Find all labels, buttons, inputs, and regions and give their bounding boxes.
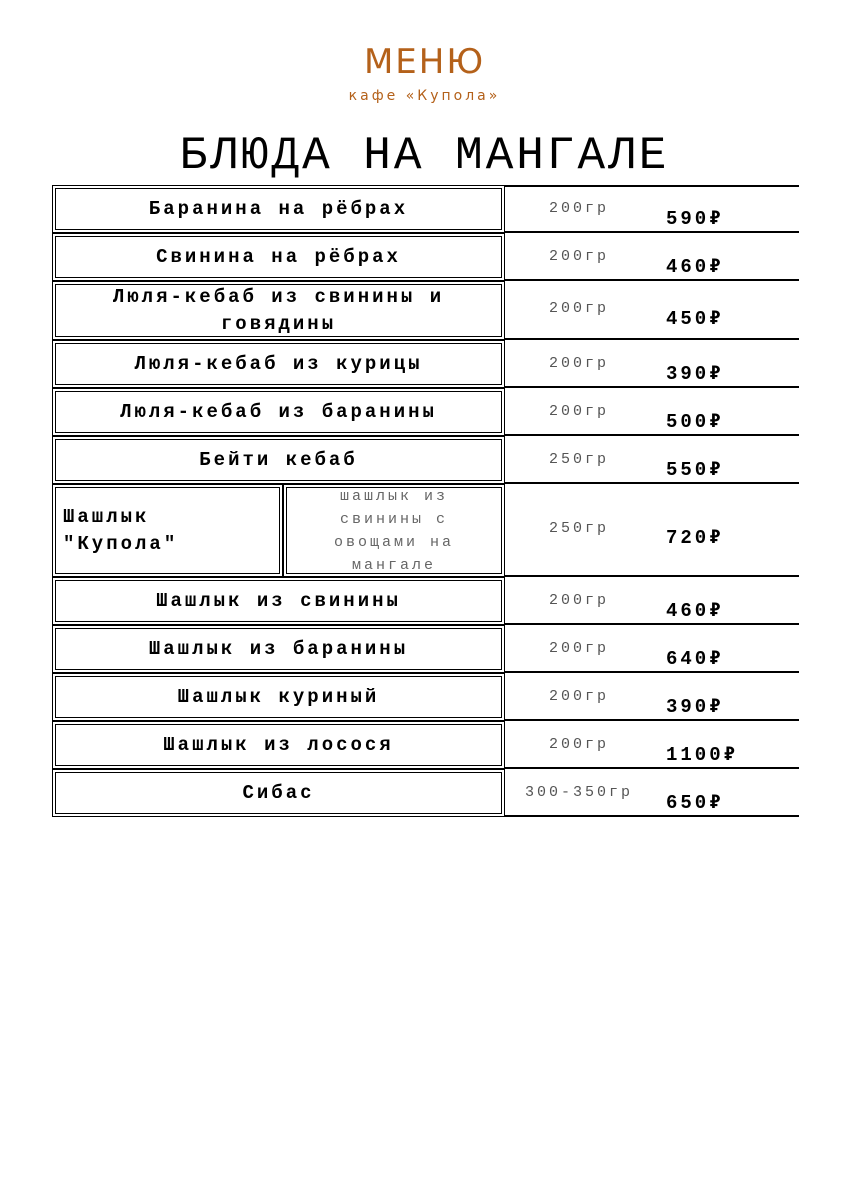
menu-item-row (52, 625, 799, 673)
dish-weight: 250гр (548, 451, 609, 468)
dish-name: Люля-кебаб из баранины (52, 388, 505, 436)
dish-price: 1100₽ (666, 744, 739, 766)
dish-weight: 200гр (548, 300, 609, 317)
menu-item-row (52, 721, 799, 769)
dish-name: Шашлык куриный (52, 673, 505, 721)
section-title: БЛЮДА НА МАНГАЛЕ (179, 130, 670, 182)
dish-weight: 200гр (548, 592, 609, 609)
dish-price: 640₽ (666, 648, 724, 670)
dish-price: 390₽ (666, 696, 724, 718)
dish-name: Люля-кебаб из курицы (52, 340, 505, 388)
dish-weight: 200гр (548, 736, 609, 753)
dish-name: Шашлык из лосося (52, 721, 505, 769)
dish-weight: 200гр (548, 200, 609, 217)
dish-weight: 250гр (548, 520, 609, 537)
dish-name: Шашлык из свинины (52, 577, 505, 625)
dish-weight: 200гр (548, 355, 609, 372)
dish-name: Сибас (52, 769, 505, 817)
menu-item-row (52, 233, 799, 281)
dish-price: 720₽ (666, 527, 724, 549)
dish-name: Шашлык из баранины (52, 625, 505, 673)
row-divider (505, 815, 799, 817)
dish-name: Шашлык "Купола" (52, 484, 283, 577)
menu-item-row (52, 769, 799, 817)
cafe-name: кафе «Купола» (348, 88, 501, 104)
menu-heading: МЕНЮ (363, 42, 486, 82)
menu-item-row (52, 185, 799, 233)
dish-price: 460₽ (666, 600, 724, 622)
menu-item-row (52, 281, 799, 340)
dish-name: Свинина на рёбрах (52, 233, 505, 281)
menu-item-row (52, 388, 799, 436)
dish-price: 590₽ (666, 208, 724, 230)
dish-weight: 200гр (548, 403, 609, 420)
dish-price: 390₽ (666, 363, 724, 385)
dish-weight: 300-350гр (524, 784, 633, 801)
menu-item-row (52, 484, 799, 577)
menu-table (52, 185, 799, 817)
dish-weight: 200гр (548, 688, 609, 705)
menu-item-row (52, 673, 799, 721)
dish-weight: 200гр (548, 248, 609, 265)
menu-item-row (52, 577, 799, 625)
dish-price: 460₽ (666, 256, 724, 278)
dish-price: 450₽ (666, 308, 724, 330)
dish-name: Бейти кебаб (52, 436, 505, 484)
menu-item-row (52, 436, 799, 484)
dish-price: 650₽ (666, 792, 724, 814)
dish-name: Люля-кебаб из свинины и говядины (52, 281, 505, 340)
dish-price: 500₽ (666, 411, 724, 433)
dish-price: 550₽ (666, 459, 724, 481)
row-divider (505, 185, 799, 187)
menu-item-row (52, 340, 799, 388)
dish-name: Баранина на рёбрах (52, 185, 505, 233)
dish-weight: 200гр (548, 640, 609, 657)
dish-description: шашлык из свинины с овощами на мангале (283, 484, 505, 577)
